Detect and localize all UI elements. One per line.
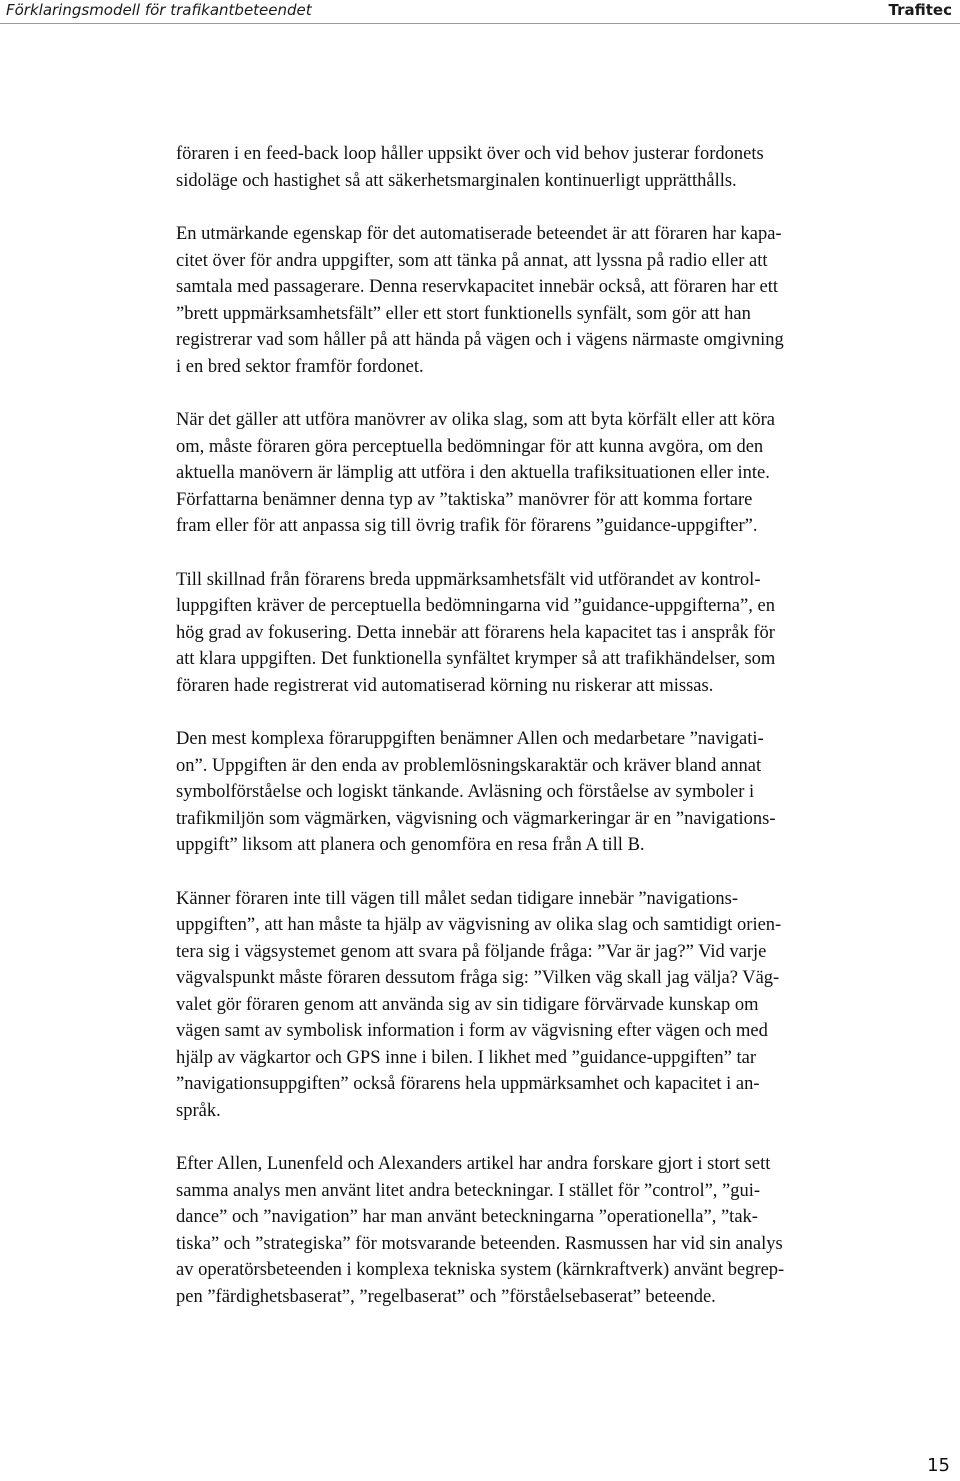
- paragraph: [176, 726, 950, 859]
- text-line: Den mest komplexa föraruppgiften benämner Allen och medarbetare ”navigati-: [176, 729, 764, 749]
- page-number: 15: [927, 1455, 950, 1476]
- text-line: fram eller för att anpassa sig till övrig trafik för förarens ”guidance-uppgifter”.: [176, 516, 758, 536]
- text-line: uppgiften”, att han måste ta hjälp av vägvisning av olika slag och samtidigt orien-: [176, 915, 782, 935]
- text-line: av operatörsbeteenden i komplexa tekniska system (kärnkraftverk) använt begrep-: [176, 1260, 785, 1280]
- text-line: hjälp av vägkartor och GPS inne i bilen. I likhet med ”guidance-uppgiften” tar: [176, 1047, 757, 1068]
- text-line: En utmärkande egenskap för det automatiserade beteendet är att föraren har kapa-: [176, 224, 782, 244]
- text-line: tiska” och ”strategiska” för motsvarande beteenden. Rasmussen har vid sin analys: [176, 1233, 783, 1254]
- text-line: aktuella manövern är lämplig att utföra i den aktuella trafiksituationen eller inte.: [176, 463, 770, 483]
- text-line: tera sig i vägsystemet genom att svara på följande fråga: ”Var är jag?” Vid varje: [176, 941, 767, 962]
- text-line: uppgift” liksom att planera och genomföra en resa från A till B.: [176, 835, 645, 855]
- paragraph: [176, 1151, 950, 1310]
- text-line: citet över för andra uppgifter, som att tänka på annat, att lyssna på radio eller att: [176, 250, 768, 271]
- text-line: vägen samt av symbolisk information i form av vägvisning efter vägen och med: [176, 1021, 768, 1041]
- text-line: Författarna benämner denna typ av ”taktiska” manövrer för att komma fortare: [176, 489, 753, 510]
- paragraph: [176, 886, 950, 1125]
- page-header: [0, 0, 960, 28]
- text-line: hög grad av fokusering. Detta innebär att förarens hela kapacitet tas i anspråk för: [176, 622, 775, 643]
- text-line: Till skillnad från förarens breda uppmärksamhetsfält vid utförandet av kontrol-: [176, 569, 761, 590]
- text-line: ”navigationsuppgiften” också förarens hela uppmärksamhet och kapacitet i an-: [176, 1074, 760, 1094]
- text-line: samtala med passagerare. Denna reservkapacitet innebär också, att föraren har ett: [176, 277, 778, 297]
- running-title: Förklaringsmodell för trafikantbeteendet: [6, 1, 312, 19]
- text-line: i en bred sektor framför fordonet.: [176, 356, 424, 377]
- paragraph: [176, 407, 950, 540]
- text-line: trafikmiljön som vägmärken, vägvisning och vägmarkeringar är en ”navigations-: [176, 808, 776, 829]
- text-line: Efter Allen, Lunenfeld och Alexanders artikel har andra forskare gjort i stort sett: [176, 1154, 771, 1174]
- text-line: valet gör föraren genom att använda sig av sin tidigare förvärvade kunskap om: [176, 994, 759, 1015]
- text-line: föraren i en feed-back loop håller uppsikt över och vid behov justerar fordonets: [176, 144, 764, 164]
- paragraph: [176, 141, 950, 194]
- header-divider: [0, 23, 960, 24]
- text-line: pen ”färdighetsbaserat”, ”regelbaserat” och ”förståelsebaserat” beteende.: [176, 1286, 716, 1307]
- paragraph: [176, 221, 950, 380]
- text-line: språk.: [176, 1100, 221, 1121]
- text-line: ”brett uppmärksamhetsfält” eller ett stort funktionells synfält, som gör att han: [176, 303, 751, 324]
- text-line: sidoläge och hastighet så att säkerhetsmarginalen kontinuerligt upprätthålls.: [176, 170, 737, 191]
- text-line: att klara uppgiften. Det funktionella synfältet krymper så att trafikhändelser, som: [176, 649, 776, 669]
- document-body: [176, 141, 950, 1337]
- text-line: Känner föraren inte till vägen till målet sedan tidigare innebär ”navigations-: [176, 888, 738, 909]
- text-line: luppgiften kräver de perceptuella bedömningarna vid ”guidance-uppgifterna”, en: [176, 596, 775, 616]
- text-line: om, måste föraren göra perceptuella bedömningar för att kunna avgöra, om den: [176, 436, 764, 457]
- text-line: vägvalspunkt måste föraren dessutom fråga sig: ”Vilken väg skall jag välja? Väg-: [176, 968, 780, 988]
- text-line: on”. Uppgiften är den enda av problemlösningskaraktär och kräver bland annat: [176, 755, 762, 776]
- brand-name: Trafitec: [888, 1, 952, 19]
- text-line: registrerar vad som håller på att hända på vägen och i vägens närmaste omgivning: [176, 330, 784, 350]
- text-line: När det gäller att utföra manövrer av olika slag, som att byta körfält eller att köra: [176, 410, 775, 430]
- text-line: samma analys men använt litet andra beteckningar. I stället för ”control”, ”gui-: [176, 1180, 761, 1201]
- text-line: dance” och ”navigation” har man använt beteckningarna ”operationella”, ”tak-: [176, 1207, 758, 1227]
- text-line: föraren hade registrerat vid automatiserad körning nu riskerar att missas.: [176, 675, 714, 696]
- paragraph: [176, 567, 950, 700]
- text-line: symbolförståelse och logiskt tänkande. Avläsning och förståelse av symboler i: [176, 782, 755, 802]
